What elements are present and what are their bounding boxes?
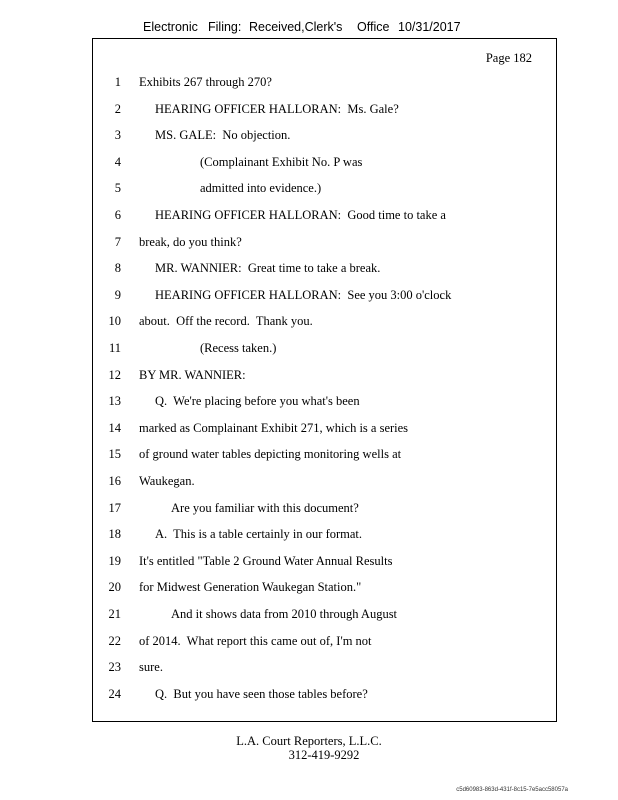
line-text: admitted into evidence.) [200, 181, 322, 196]
line-number: 1 [114, 75, 121, 89]
transcript-line [93, 368, 553, 386]
line-text: Exhibits 267 through 270? [139, 75, 272, 89]
document-id: c5d60983-863d-431f-8c15-7e5acc58057a [456, 787, 568, 793]
line-number: 23 [108, 660, 121, 675]
line-number: 16 [108, 474, 121, 488]
line-number: 17 [108, 500, 121, 515]
line-number: 18 [108, 527, 121, 542]
header-word-filing: Filing: [208, 20, 242, 34]
line-number: 10 [108, 314, 121, 329]
transcript-line [93, 128, 553, 146]
line-text: Q. We're placing before you what's been [155, 394, 360, 409]
line-number: 15 [108, 447, 121, 462]
transcript-line [93, 75, 553, 93]
line-text: for Midwest Generation Waukegan Station." [139, 580, 362, 595]
line-text: (Recess taken.) [200, 341, 277, 355]
transcript-line [93, 554, 553, 572]
line-text: (Complainant Exhibit No. P was [200, 154, 363, 169]
line-text: of 2014. What report this came out of, I'm not [139, 633, 372, 648]
line-text: Are you familiar with this document? [171, 500, 359, 515]
transcript-line [93, 394, 553, 412]
transcript-line [93, 261, 553, 279]
transcript-line [93, 527, 553, 545]
line-number: 7 [114, 234, 121, 249]
filing-header [0, 20, 618, 38]
line-number: 2 [114, 101, 121, 116]
line-text: HEARING OFFICER HALLORAN: Ms. Gale? [155, 101, 399, 116]
transcript-line [93, 580, 553, 598]
line-text: MS. GALE: No objection. [155, 128, 291, 143]
line-number: 3 [114, 128, 121, 143]
line-number: 13 [108, 394, 121, 409]
footer-phone: 312-419-9292 [288, 748, 360, 762]
transcript-line [93, 447, 553, 465]
line-text: Q. But you have seen those tables before? [155, 686, 368, 701]
transcript-line [93, 341, 553, 359]
line-text: BY MR. WANNIER: [139, 367, 246, 382]
line-number: 21 [108, 607, 121, 621]
transcript-line [93, 474, 553, 492]
line-number: 9 [114, 287, 121, 302]
transcript-line [93, 235, 553, 253]
transcript-line [93, 314, 553, 332]
header-date: 10/31/2017 [398, 20, 461, 34]
transcript-line [93, 687, 553, 705]
line-text: marked as Complainant Exhibit 271, which is a series [139, 420, 409, 435]
transcript-line [93, 634, 553, 652]
line-text: sure. [139, 660, 163, 675]
line-text: of ground water tables depicting monitoring wells at [139, 447, 402, 462]
line-number: 24 [108, 686, 121, 701]
header-word-received-clerks: Received,Clerk's [249, 20, 343, 34]
line-number: 12 [108, 367, 121, 382]
line-number: 8 [114, 261, 121, 276]
transcript-line [93, 181, 553, 199]
line-number: 4 [114, 154, 121, 169]
line-number: 11 [108, 341, 121, 355]
footer-company: L.A. Court Reporters, L.L.C. [236, 734, 382, 748]
transcript-line [93, 501, 553, 519]
line-text: break, do you think? [139, 234, 242, 249]
page-number: Page 182 [485, 51, 532, 65]
transcript-line [93, 288, 553, 306]
transcript-line [93, 155, 553, 173]
line-text: Waukegan. [139, 474, 195, 488]
line-number: 5 [114, 181, 121, 196]
header-word-office: Office [357, 20, 390, 34]
transcript-line [93, 102, 553, 120]
line-number: 20 [108, 580, 121, 595]
line-number: 6 [114, 208, 121, 222]
line-text: And it shows data from 2010 through August [171, 607, 398, 621]
transcript-line [93, 660, 553, 678]
line-text: A. This is a table certainly in our format. [155, 527, 363, 542]
line-number: 14 [108, 420, 121, 435]
line-text: about. Off the record. Thank you. [139, 314, 313, 329]
line-text: HEARING OFFICER HALLORAN: Good time to take a [155, 208, 446, 222]
header-word-electronic: Electronic [143, 20, 198, 34]
line-number: 19 [108, 553, 121, 568]
line-text: It's entitled "Table 2 Ground Water Annual Results [139, 553, 393, 568]
transcript-line [93, 421, 553, 439]
transcript-line [93, 208, 553, 226]
line-number: 22 [108, 633, 121, 648]
line-text: MR. WANNIER: Great time to take a break. [155, 261, 381, 276]
line-text: HEARING OFFICER HALLORAN: See you 3:00 o'clock [155, 287, 452, 302]
transcript-line [93, 607, 553, 625]
transcript-page-frame [92, 38, 557, 722]
